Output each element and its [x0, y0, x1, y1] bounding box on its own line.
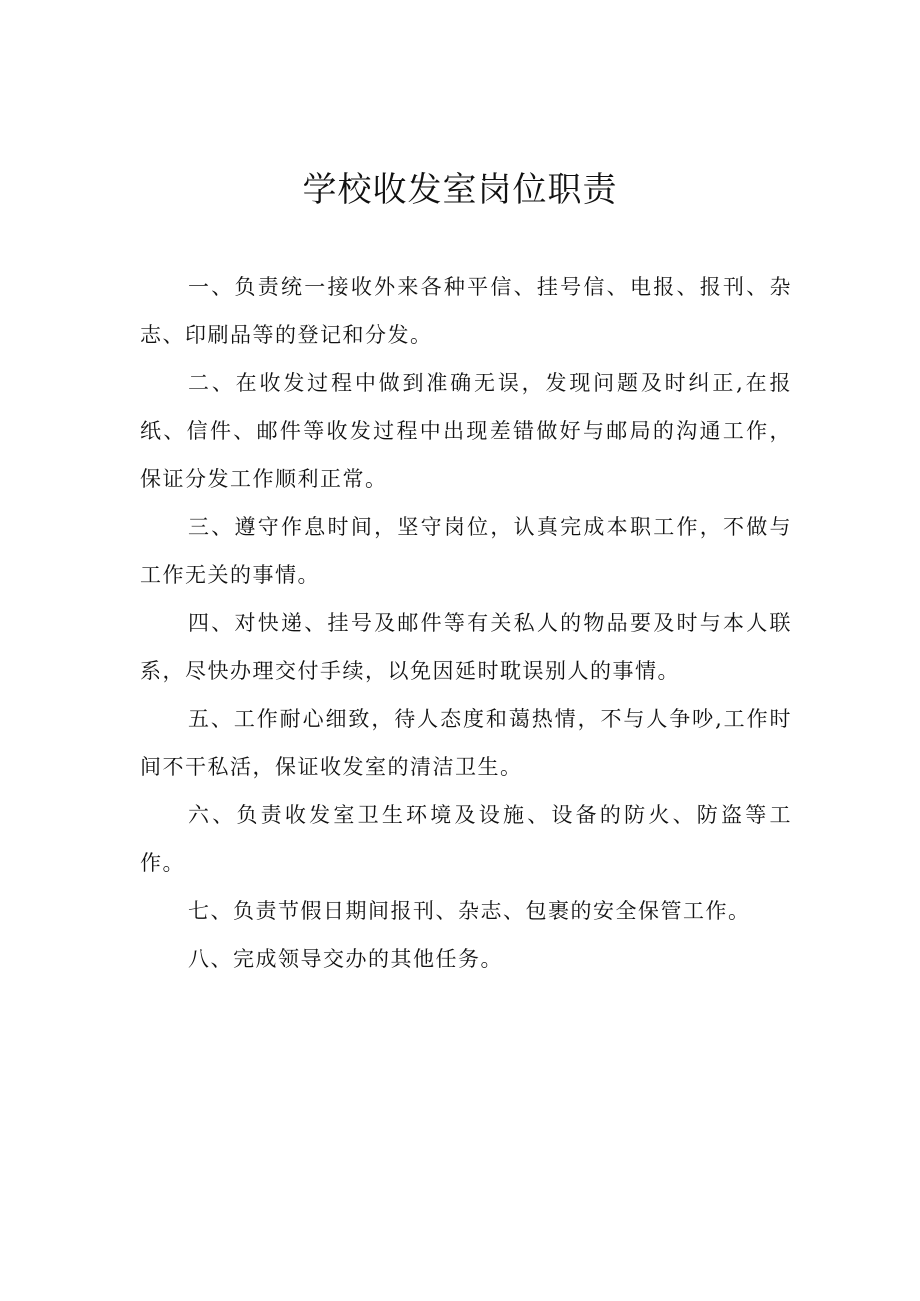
document-body	[140, 263, 792, 983]
duty-item-5: 五、工作耐心细致，待人态度和蔼热情，不与人争吵,工作时间不干私活，保证收发室的清洁卫生。	[140, 707, 792, 779]
duty-item-1: 一、负责统一接收外来各种平信、挂号信、电报、报刊、杂志、印刷品等的登记和分发。	[140, 275, 792, 347]
duty-item-6: 六、负责收发室卫生环境及设施、设备的防火、防盗等工作。	[140, 803, 792, 875]
document-title: 学校收发室岗位职责	[302, 170, 618, 210]
duty-item-3: 三、遵守作息时间，坚守岗位，认真完成本职工作，不做与工作无关的事情。	[140, 515, 792, 587]
duty-item-4: 四、对快递、挂号及邮件等有关私人的物品要及时与本人联系，尽快办理交付手续，以免因延时耽误别人的事情。	[140, 611, 792, 683]
duty-item-8: 八、完成领导交办的其他任务。	[188, 947, 503, 971]
duty-item-7: 七、负责节假日期间报刊、杂志、包裹的安全保管工作。	[188, 899, 751, 923]
duty-item-2: 二、在收发过程中做到准确无误，发现问题及时纠正,在报纸、信件、邮件等收发过程中出现差错做好与邮局的沟通工作，保证分发工作顺利正常。	[140, 371, 792, 491]
